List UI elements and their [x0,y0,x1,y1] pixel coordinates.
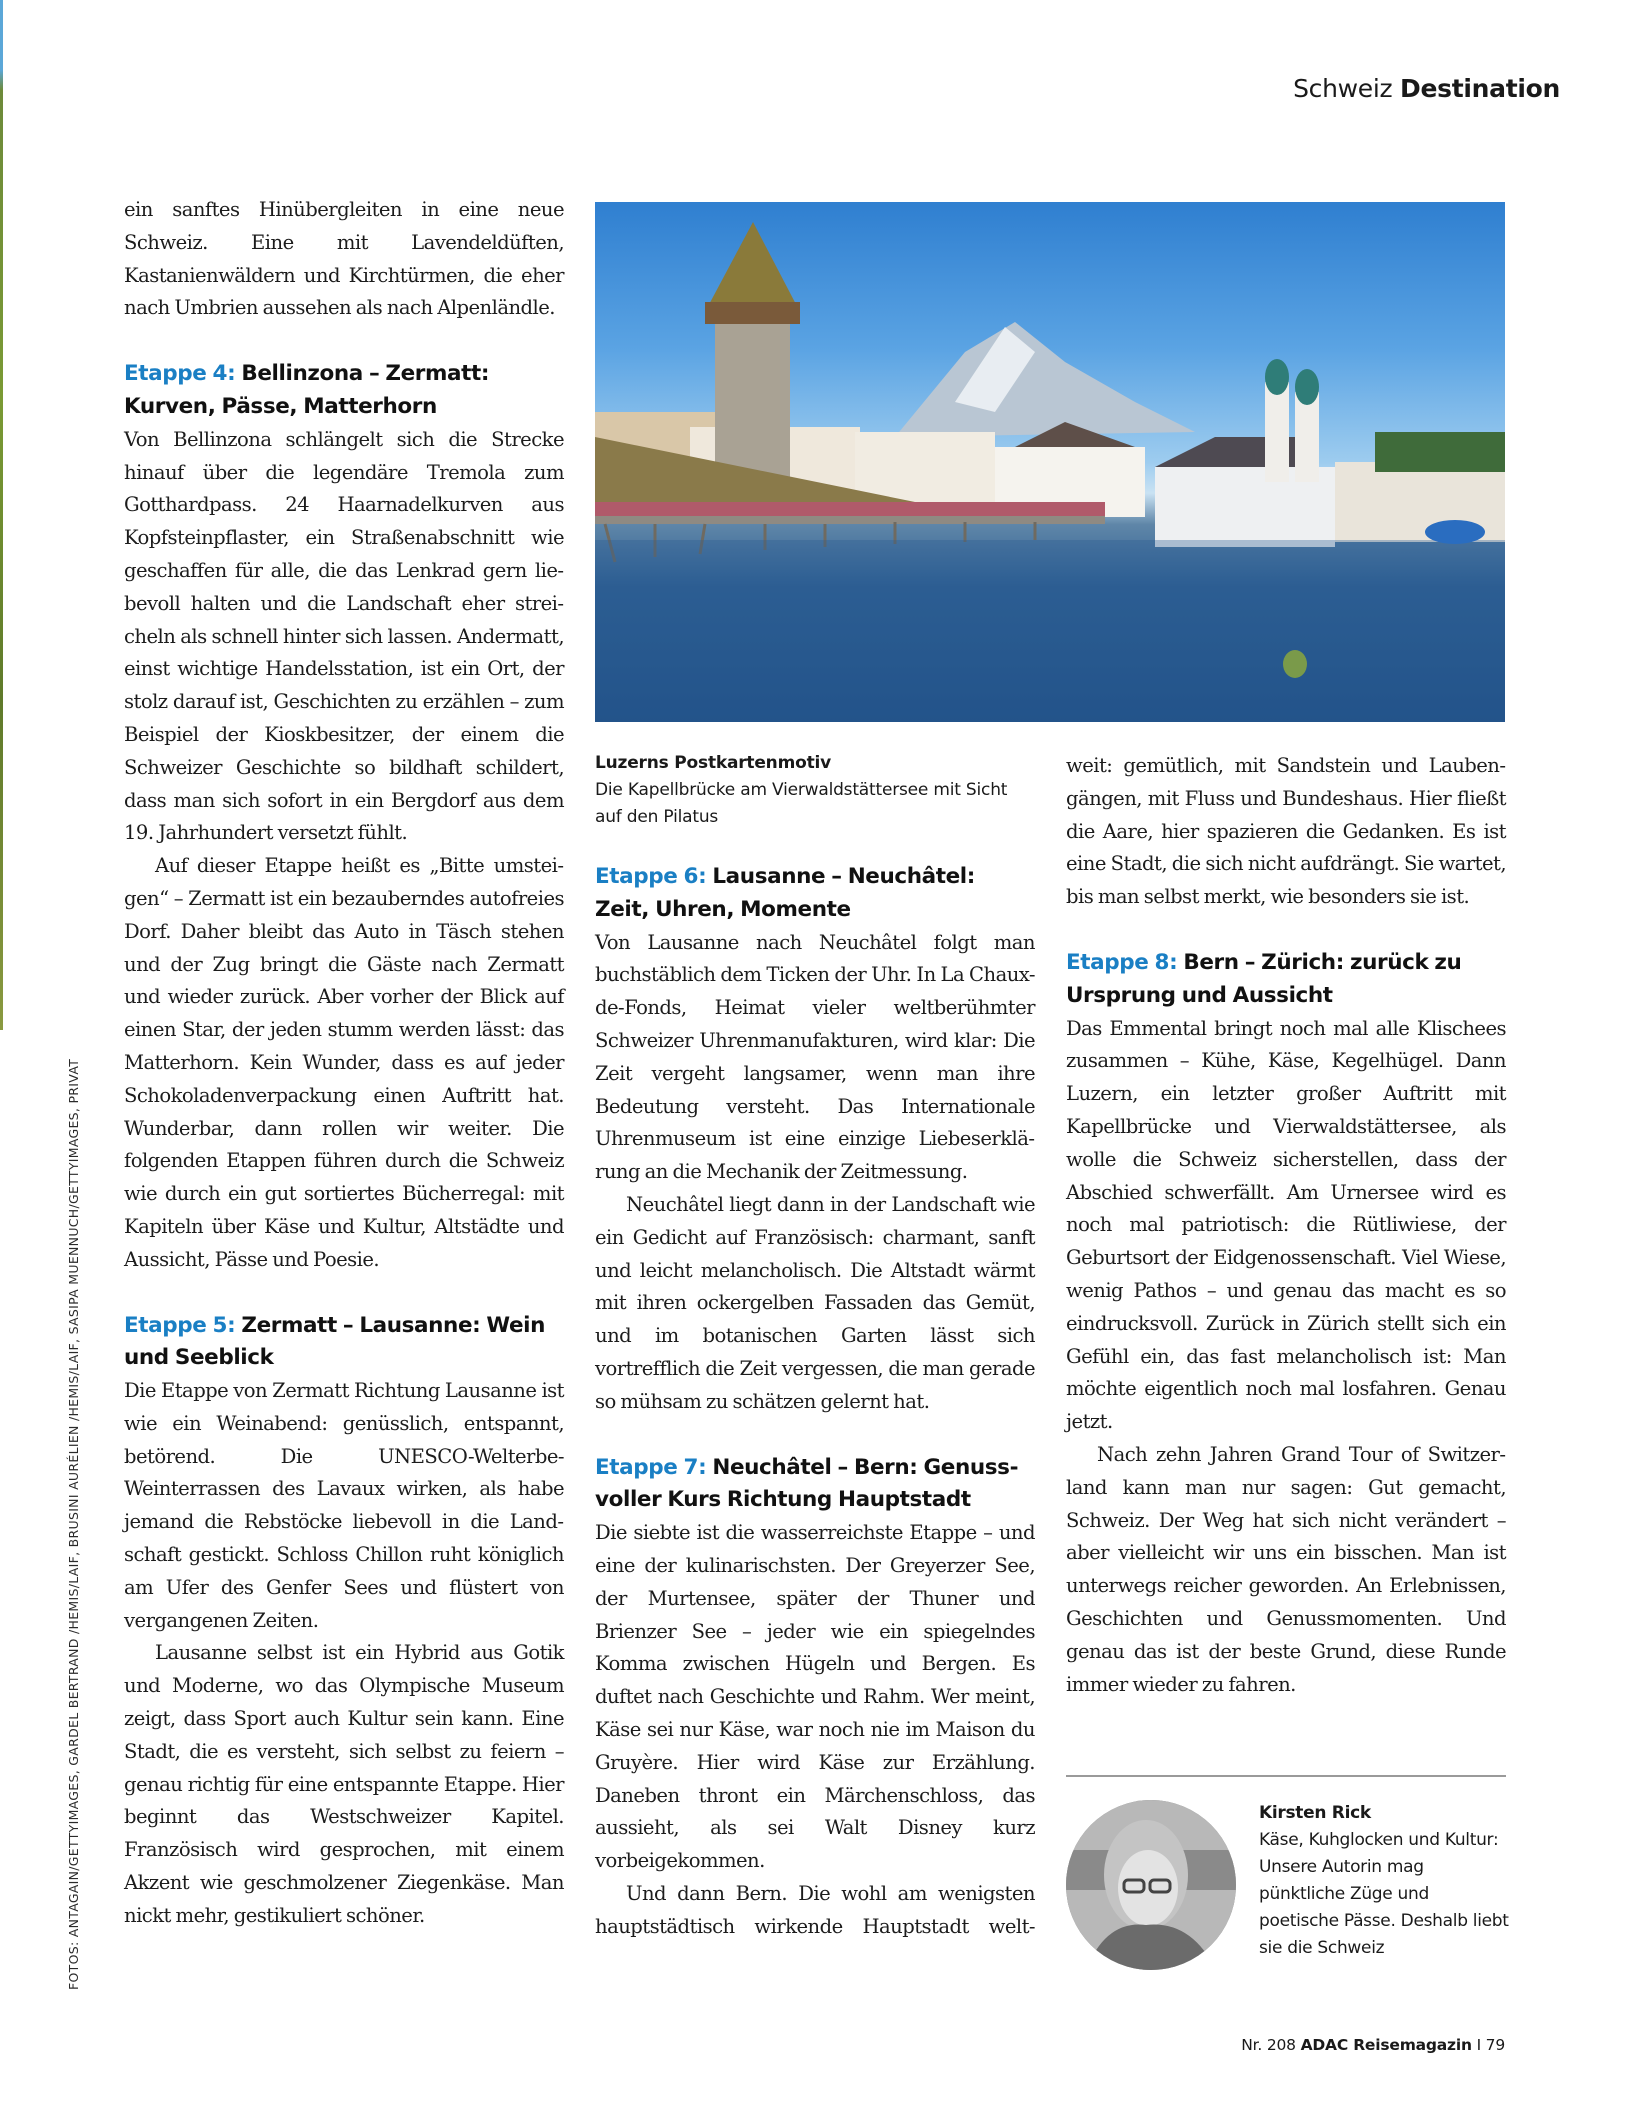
stage-6-label: Etappe 6: [595,864,707,889]
author-avatar [1066,1800,1236,1970]
stage-4-heading [124,358,564,424]
caption-text: Die Kapellbrücke am Vierwaldstättersee mit Sicht auf den Pilatus [595,780,1008,827]
stage-6-heading [595,861,1035,927]
stage-6-title: Lausanne – Neuchâtel: Zeit, Uhren, Momente [595,864,975,922]
caption-title: Luzerns Postkartenmotiv [595,753,832,773]
category-name: Destination [1400,74,1560,103]
author-name: Kirsten Rick [1259,1803,1371,1823]
stage-7-paragraph-1: Die siebte ist die wasserreichste Etappe – und eine der kulinarischsten. Der Greyerzer See, der Murtensee, später der Thuner und Brienzer See – jeder wie ein spiegelndes Komma zwischen Hügeln und Bergen. Es duftet nach Geschichte und Rahm. Wer meint, Käse sei nur Käse, war noch nie im Maison du Gruyère. Hier wird Käse zur Erzählung. Daneben thront ein Märchenschloss, das aussieht, als sei Walt Disney kurz vorbeigekommen. [595,1521,1035,1873]
page-number: 79 [1485,2036,1505,2054]
stage-7-label: Etappe 7: [595,1454,707,1480]
stage-8-title: Bern – Zürich: zurück zu Ursprung und Aussicht [1066,949,1462,1008]
lucerne-chapel-bridge-photo [595,202,1505,722]
stage-6-paragraph-2: Neuchâtel liegt dann in der Landschaft wie ein Gedicht auf Französisch: charmant, sanft und leicht melancholisch. Die Altstadt wärmt mit ihren ockergelben Fassaden das Gemüt, und im botanischen Garten lässt sich vortrefflich die Zeit vergessen, die man gerade so mühsam zu schätzen gelernt hat. [595,1192,1035,1413]
author-divider [1066,1775,1506,1777]
photo-credit: FOTOS: ANTAGAIN/GETTYIMAGES, GARDEL BERTRAND /HEMIS/LAIF, BRUSINI AURÉLIEN /HEMIS/LAIF, SASIPA MUENNUCH/GETTYIMAGES, PRIVAT [66,1058,81,1990]
stage-8-label: Etappe 8: [1066,949,1178,975]
running-head [1220,74,1560,103]
page-footer [1160,2036,1505,2054]
photo-illustration [595,202,1505,722]
stage-7-title: Neuchâtel – Bern: Genussvoller Kurs Richtung Hauptstadt [595,1454,1019,1513]
author-portrait-icon [1066,1800,1236,1970]
author-box [1066,1800,1509,1970]
stage-4-label: Etappe 4: [124,361,236,387]
stage-8-paragraph-1: Das Emmental bringt noch mal alle Klischees zusammen – Kühe, Käse, Kegelhügel. Dann Luzern, ein letzter großer Auftritt mit Kapellbrücke und Vierwaldstättersee, als wolle die Schweiz sicherstellen, dass der Abschied schwerfällt. Am Urnersee wird es noch mal patriotisch: die Rütliwiese, der Geburtsort der Eidgenossenschaft. Viel Wiese, wenig Pathos – und genau das macht es so eindrucksvoll. Zurück in Zürich stellt sich ein Gefühl ein, das fast melancholisch ist: Man möchte eigentlich noch mal losfahren. Genau jetzt. [1066,1016,1506,1434]
footer-separator: I [1476,2036,1481,2054]
column-3 [1066,750,1506,1701]
stage-5-title: Zermatt – Lausanne: Wein und Seeblick [124,1312,546,1371]
stage-7-paragraph-2-end: weit: gemütlich, mit Sandstein und Laubengängen, mit Fluss und Bundeshaus. Hier fließt die Aare, hier spazieren die Gedanken. Es ist eine Stadt, die sich nicht aufdrängt. Sie wartet, bis man selbst merkt, wie besonders sie ist. [1066,754,1506,909]
stage-6-paragraph-1: Von Lausanne nach Neuchâtel folgt man buchstäblich dem Ticken der Uhr. In La Chaux-de-Fonds, Heimat vieler weltberühmter Schweizer Uhrenmanufakturen, wird klar: Die Zeit vergeht langsamer, wenn man ihre Bedeutung versteht. Das Internationale Uhrenmuseum ist eine einzige Liebeserklärung an die Mechanik der Zeitmessung. [595,930,1035,1184]
stage-4-paragraph-2: Auf dieser Etappe heißt es „Bitte umsteigen“ – Zermatt ist ein bezauberndes autofreies Dorf. Daher bleibt das Auto in Täsch stehen und der Zug bringt die Gäste nach Zermatt und wieder zurück. Aber vorher der Blick auf einen Star, der jeden stumm werden lässt: das Matterhorn. Kein Wunder, dass es auf jeder Schokoladenverpackung einen Auftritt hat. Wunderbar, dann rollen wir weiter. Die folgenden Etappen führen durch die Schweiz wie durch ein gut sortiertes Bücherregal: mit Kapiteln über Käse und Kultur, Altstädte und Aussicht, Pässe und Poesie. [124,854,564,1271]
section-name: Schweiz [1293,74,1393,103]
stage-7-paragraph-2-start: Und dann Bern. Die wohl am wenigsten hauptstädtisch wirkende Hauptstadt welt- [595,1881,1035,1938]
facing-page-edge-strip [0,0,3,1030]
stage-7-heading [595,1452,1035,1518]
stage-5-paragraph-2: Lausanne selbst ist ein Hybrid aus Gotik und Moderne, wo das Olympische Museum zeigt, dass Sport auch Kultur sein kann. Eine Stadt, die es versteht, sich selbst zu feiern – genau richtig für eine entspannte Etappe. Hier beginnt das Westschweizer Kapitel. Französisch wird gesprochen, mit einem Akzent wie geschmolzener Ziegenkäse. Man nickt mehr, gestikuliert schöner. [124,1641,564,1927]
author-info [1259,1800,1509,1962]
author-bio: Käse, Kuhglocken und Kultur: Unsere Autorin mag pünktliche Züge und poetische Pässe. Deshalb liebt sie die Schweiz [1259,1830,1509,1958]
stage-4-title: Bellinzona – Zermatt: Kurven, Pässe, Matterhorn [124,361,490,419]
photo-caption [595,750,1035,831]
intro-continuation: ein sanftes Hinübergleiten in eine neue Schweiz. Eine mit Lavendeldüften, Kastanienwäldern und Kirchtürmen, die eher nach Umbrien aussehen als nach Alpenländle. [124,198,564,320]
column-1 [124,194,564,1933]
stage-5-paragraph-1: Die Etappe von Zermatt Richtung Lausanne ist wie ein Weinabend: genüsslich, entspannt, betörend. Die UNESCO-Welterbe-Weinterrassen des Lavaux wirken, als habe jemand die Rebstöcke liebevoll in die Landschaft gestickt. Schloss Chillon ruht königlich am Ufer des Genfer Sees und flüstert von vergangenen Zeiten. [124,1379,564,1632]
magazine-name: ADAC Reisemagazin [1300,2036,1472,2054]
stage-5-heading [124,1310,564,1376]
column-2 [595,861,1035,1944]
stage-5-label: Etappe 5: [124,1312,236,1338]
stage-8-heading [1066,947,1506,1013]
issue-number: Nr. 208 [1241,2036,1296,2054]
stage-8-paragraph-2: Nach zehn Jahren Grand Tour of Switzerland kann man nur sagen: Gut gemacht, Schweiz. Der Weg hat sich nicht verändert – aber vielleicht wir uns ein bisschen. Man ist unterwegs reicher geworden. An Erlebnissen, Geschichten und Genussmomenten. Und genau das ist der beste Grund, diese Runde immer wieder zu fahren. [1066,1442,1506,1696]
stage-4-paragraph-1: Von Bellinzona schlängelt sich die Strecke hinauf über die legendäre Tremola zum Gotthardpass. 24 Haarnadelkurven aus Kopfsteinpflaster, ein Straßenabschnitt wie geschaffen für alle, die das Lenkrad gern liebevoll halten und die Landschaft eher streicheln als schnell hinter sich lassen. Andermatt, einst wichtige Handelsstation, ist ein Ort, der stolz darauf ist, Geschichten zu erzählen – zum Beispiel der Kioskbesitzer, der einem die Schweizer Geschichte so bildhaft schildert, dass man sich sofort in ein Bergdorf aus dem 19. Jahrhundert versetzt fühlt. [124,427,564,845]
